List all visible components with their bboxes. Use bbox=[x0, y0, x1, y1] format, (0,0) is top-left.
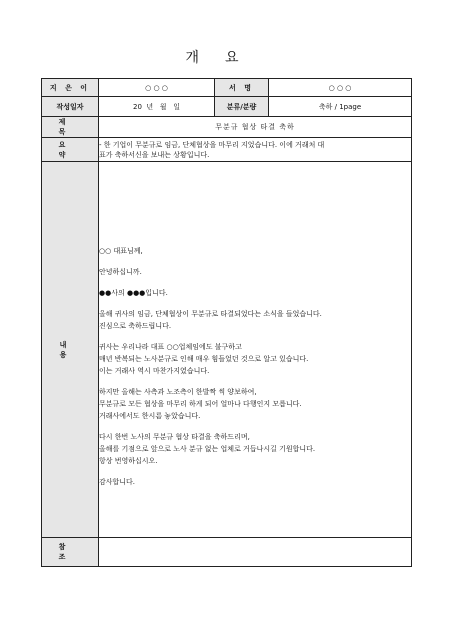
category-label: 분류/분량 bbox=[215, 97, 269, 117]
content-line: 올해 귀사의 임금, 단체협상이 무분규로 타결되었다는 소식을 들었습니다. bbox=[99, 310, 322, 318]
summary-row bbox=[42, 138, 412, 162]
content-line: 다시 한번 노사의 무분규 협상 타결을 축하드리며, bbox=[99, 433, 250, 441]
subject-value: 무분규 협상 타결 축하 bbox=[99, 117, 412, 138]
summary-line: - 한 기업이 무분규로 임금, 단체협상을 마무리 지었습니다. 이에 거래처 대 bbox=[99, 140, 325, 149]
content-line: ○○ 대표님께, bbox=[99, 247, 143, 255]
category-value: 축하 / 1page bbox=[269, 97, 412, 117]
content-line: 매년 반복되는 노사분규로 인해 매우 힘들었던 것으로 알고 있습니다. bbox=[99, 355, 309, 363]
reference-row bbox=[42, 538, 412, 567]
date-row bbox=[42, 97, 412, 117]
reference-label: 참 조 bbox=[42, 538, 99, 567]
content-line: 올해를 기점으로 앞으로 노사 분규 없는 업체로 거듭나시길 기원합니다. bbox=[99, 445, 316, 453]
content-line: 감사합니다. bbox=[99, 478, 136, 486]
content-body bbox=[99, 162, 412, 538]
content-line: 이는 거래사 역시 마찬가지였습니다. bbox=[99, 367, 210, 375]
signature-value: ○ ○ ○ bbox=[269, 79, 412, 97]
content-line: 거래사에서도 한시름 놓았습니다. bbox=[99, 412, 201, 420]
subject-label: 제 목 bbox=[42, 117, 99, 138]
document-title: 개요 bbox=[185, 50, 265, 66]
author-value: ○ ○ ○ bbox=[99, 79, 215, 97]
content-line: 무분규로 모든 협상을 마무리 하게 되어 얼마나 다행인지 모릅니다. bbox=[99, 400, 302, 408]
content-paragraph bbox=[99, 386, 411, 422]
content-paragraph bbox=[99, 476, 411, 488]
content-paragraph bbox=[99, 308, 411, 332]
summary-text bbox=[99, 138, 412, 162]
content-line: 진심으로 축하드립니다. bbox=[99, 322, 172, 330]
content-line: 귀사는 우리나라 대표 ○○업체임에도 불구하고 bbox=[99, 343, 242, 351]
content-line: 항상 번영하십시오. bbox=[99, 457, 158, 465]
content-paragraph bbox=[99, 431, 411, 467]
content-line: 하지만 올해는 사측과 노조측이 한발짝 씩 양보하여, bbox=[99, 388, 257, 396]
content-paragraph bbox=[99, 341, 411, 377]
summary-line: 표가 축하서신을 보내는 상황입니다. bbox=[99, 150, 210, 159]
date-value: 20 년 월 일 bbox=[99, 97, 215, 117]
content-line: 안녕하십니까. bbox=[99, 268, 142, 276]
content-paragraph bbox=[99, 287, 411, 299]
summary-label: 요 약 bbox=[42, 138, 99, 162]
content-row bbox=[42, 162, 412, 538]
signature-label: 서 명 bbox=[215, 79, 269, 97]
content-line: ●●사의 ●●●입니다. bbox=[99, 289, 168, 297]
author-label: 지 은 이 bbox=[42, 79, 99, 97]
reference-value bbox=[99, 538, 412, 567]
overview-table bbox=[41, 78, 412, 567]
author-row bbox=[42, 79, 412, 97]
content-label: 내 용 bbox=[42, 162, 99, 538]
content-paragraph bbox=[99, 266, 411, 278]
content-paragraph bbox=[99, 245, 411, 257]
subject-row bbox=[42, 117, 412, 138]
date-label: 작성일자 bbox=[42, 97, 99, 117]
